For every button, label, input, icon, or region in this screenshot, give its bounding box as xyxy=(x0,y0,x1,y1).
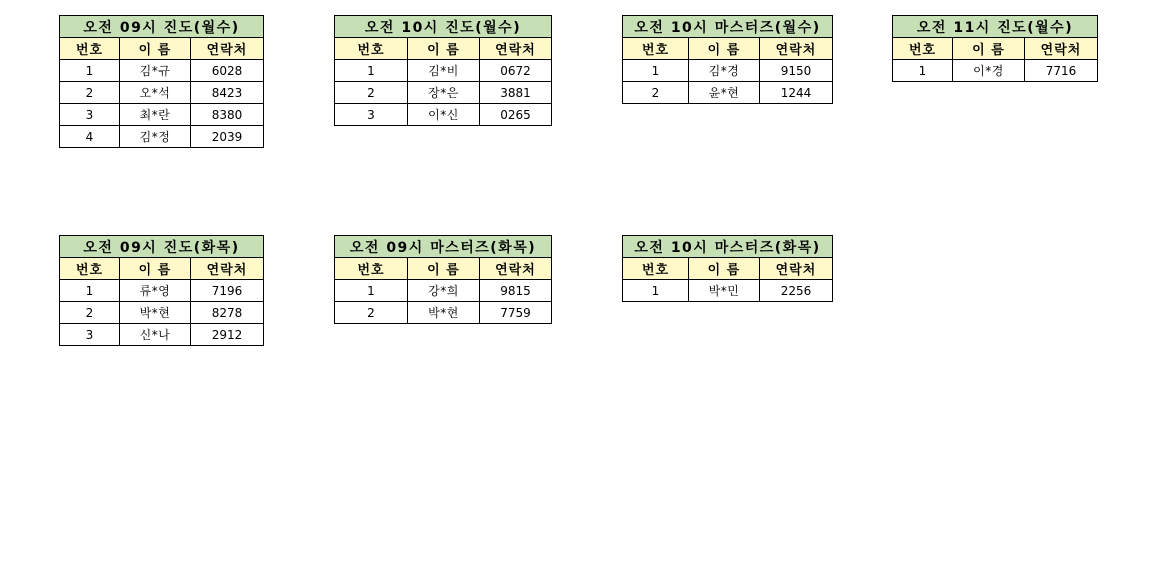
class-table-5 xyxy=(334,235,552,324)
table-title: 오전 09시 마스터즈(화목) xyxy=(335,236,552,258)
row-contact: 3881 xyxy=(480,82,552,104)
row-number: 1 xyxy=(623,60,689,82)
table-row xyxy=(60,104,264,126)
row-contact: 2039 xyxy=(191,126,264,148)
row-number: 1 xyxy=(893,60,953,82)
class-table-0 xyxy=(59,15,264,148)
row-name: 김*경 xyxy=(689,60,760,82)
row-name: 박*민 xyxy=(689,280,760,302)
table-row xyxy=(623,280,833,302)
row-contact: 2256 xyxy=(760,280,833,302)
row-number: 3 xyxy=(335,104,408,126)
table-row xyxy=(60,280,264,302)
table-row xyxy=(335,60,552,82)
row-contact: 9815 xyxy=(480,280,552,302)
table-row xyxy=(335,280,552,302)
table-title: 오전 09시 진도(월수) xyxy=(60,16,264,38)
row-contact: 6028 xyxy=(191,60,264,82)
row-contact: 0265 xyxy=(480,104,552,126)
row-name: 윤*현 xyxy=(689,82,760,104)
header-contact: 연락처 xyxy=(480,258,552,280)
table-row xyxy=(60,82,264,104)
header-name: 이 름 xyxy=(120,38,191,60)
table-row xyxy=(335,302,552,324)
row-number: 1 xyxy=(335,60,408,82)
row-contact: 9150 xyxy=(760,60,833,82)
row-number: 4 xyxy=(60,126,120,148)
header-name: 이 름 xyxy=(953,38,1025,60)
row-number: 1 xyxy=(335,280,408,302)
row-number: 2 xyxy=(60,302,120,324)
header-name: 이 름 xyxy=(689,258,760,280)
header-name: 이 름 xyxy=(120,258,191,280)
table-row xyxy=(60,60,264,82)
row-name: 최*란 xyxy=(120,104,191,126)
header-number: 번호 xyxy=(623,258,689,280)
row-name: 김*규 xyxy=(120,60,191,82)
row-name: 신*나 xyxy=(120,324,191,346)
row-name: 박*현 xyxy=(120,302,191,324)
row-number: 2 xyxy=(335,302,408,324)
row-contact: 7196 xyxy=(191,280,264,302)
class-table-6 xyxy=(622,235,833,302)
header-name: 이 름 xyxy=(689,38,760,60)
row-number: 1 xyxy=(60,60,120,82)
row-contact: 8380 xyxy=(191,104,264,126)
row-name: 이*신 xyxy=(408,104,480,126)
row-contact: 1244 xyxy=(760,82,833,104)
class-table-3 xyxy=(892,15,1098,82)
row-name: 류*영 xyxy=(120,280,191,302)
row-number: 2 xyxy=(335,82,408,104)
header-number: 번호 xyxy=(60,258,120,280)
table-row xyxy=(60,324,264,346)
class-table-2 xyxy=(622,15,833,104)
table-title: 오전 11시 진도(월수) xyxy=(893,16,1098,38)
table-row xyxy=(60,126,264,148)
header-number: 번호 xyxy=(335,258,408,280)
row-contact: 8423 xyxy=(191,82,264,104)
row-contact: 8278 xyxy=(191,302,264,324)
table-row xyxy=(623,60,833,82)
header-number: 번호 xyxy=(893,38,953,60)
row-contact: 0672 xyxy=(480,60,552,82)
table-row xyxy=(335,104,552,126)
row-name: 김*정 xyxy=(120,126,191,148)
row-number: 3 xyxy=(60,104,120,126)
row-contact: 7716 xyxy=(1025,60,1098,82)
header-number: 번호 xyxy=(623,38,689,60)
table-title: 오전 10시 마스터즈(월수) xyxy=(623,16,833,38)
row-number: 3 xyxy=(60,324,120,346)
header-contact: 연락처 xyxy=(480,38,552,60)
row-contact: 2912 xyxy=(191,324,264,346)
row-contact: 7759 xyxy=(480,302,552,324)
header-contact: 연락처 xyxy=(191,38,264,60)
row-name: 이*경 xyxy=(953,60,1025,82)
table-title: 오전 10시 마스터즈(화목) xyxy=(623,236,833,258)
header-number: 번호 xyxy=(60,38,120,60)
class-table-1 xyxy=(334,15,552,126)
header-number: 번호 xyxy=(335,38,408,60)
header-contact: 연락처 xyxy=(191,258,264,280)
header-name: 이 름 xyxy=(408,258,480,280)
table-row xyxy=(60,302,264,324)
class-table-4 xyxy=(59,235,264,346)
table-title: 오전 10시 진도(월수) xyxy=(335,16,552,38)
row-name: 오*석 xyxy=(120,82,191,104)
row-number: 1 xyxy=(623,280,689,302)
row-name: 장*은 xyxy=(408,82,480,104)
row-number: 1 xyxy=(60,280,120,302)
row-number: 2 xyxy=(60,82,120,104)
header-contact: 연락처 xyxy=(760,258,833,280)
table-row xyxy=(623,82,833,104)
table-title: 오전 09시 진도(화목) xyxy=(60,236,264,258)
row-name: 김*비 xyxy=(408,60,480,82)
table-row xyxy=(335,82,552,104)
header-name: 이 름 xyxy=(408,38,480,60)
row-number: 2 xyxy=(623,82,689,104)
header-contact: 연락처 xyxy=(1025,38,1098,60)
table-row xyxy=(893,60,1098,82)
row-name: 박*현 xyxy=(408,302,480,324)
row-name: 강*희 xyxy=(408,280,480,302)
header-contact: 연락처 xyxy=(760,38,833,60)
